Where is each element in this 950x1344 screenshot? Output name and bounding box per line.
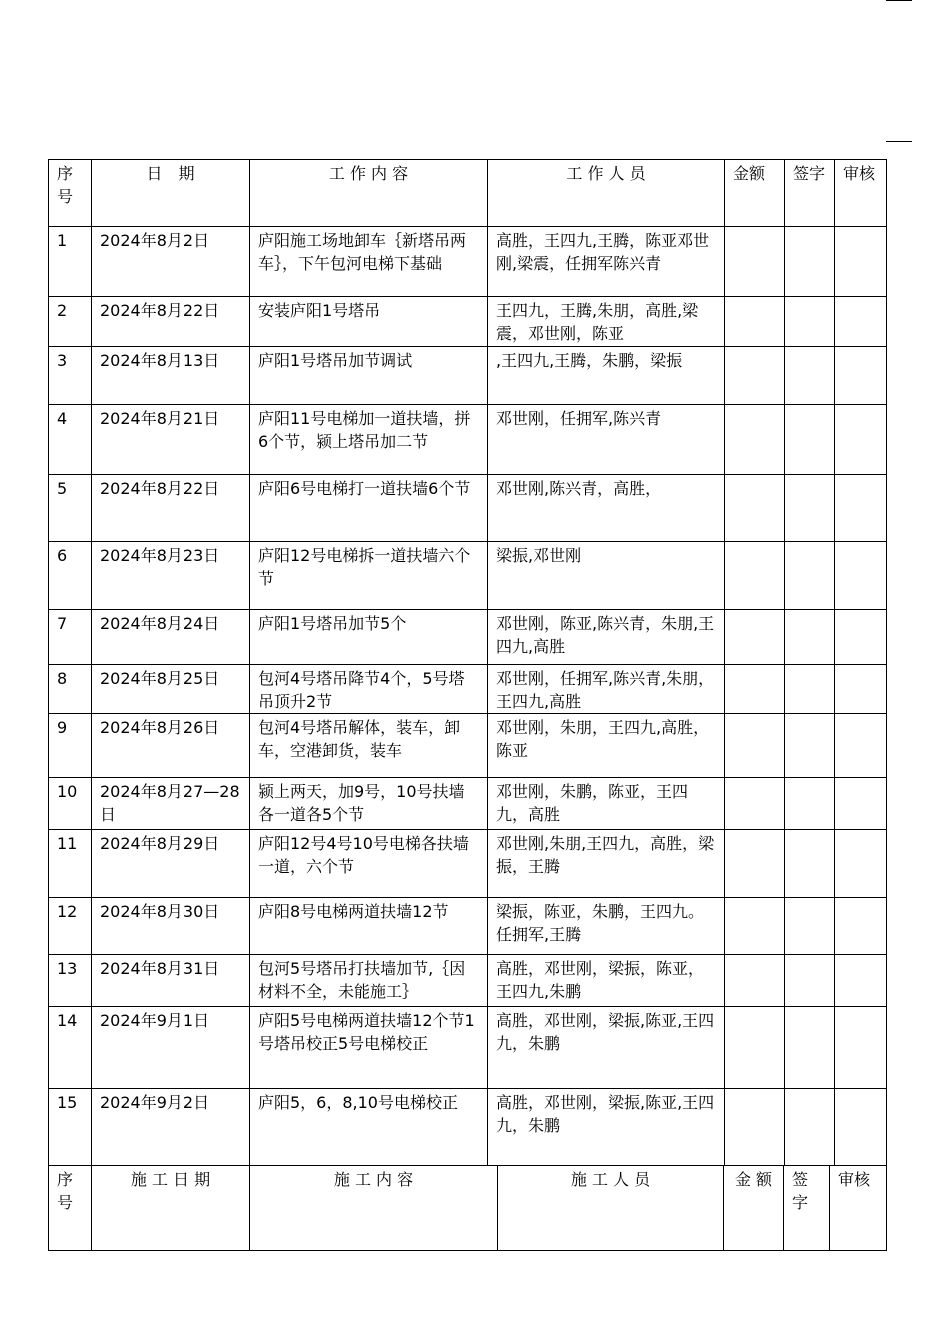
row-no: 1 bbox=[49, 227, 92, 297]
row-staff: 邓世刚,陈兴青，高胜， bbox=[488, 475, 725, 542]
top-right-rule-2 bbox=[886, 141, 912, 142]
header-sign: 签字 bbox=[785, 160, 835, 227]
row-review bbox=[835, 665, 887, 714]
row-date: 2024年8月27—28日 bbox=[92, 778, 250, 830]
table-row bbox=[49, 405, 887, 475]
row-sign bbox=[785, 1007, 835, 1089]
row-staff: 邓世刚，朱朋，王四九,高胜，陈亚 bbox=[488, 714, 725, 778]
row-no: 11 bbox=[49, 830, 92, 898]
row-date: 2024年8月22日 bbox=[92, 297, 250, 347]
row-no: 14 bbox=[49, 1007, 92, 1089]
row-sign bbox=[785, 542, 835, 610]
row-sign bbox=[785, 778, 835, 830]
table-header-row bbox=[49, 1166, 887, 1251]
header-content: 工 作 内 容 bbox=[250, 160, 488, 227]
header-no: 序号 bbox=[49, 1166, 92, 1251]
row-review bbox=[835, 714, 887, 778]
row-no: 12 bbox=[49, 898, 92, 955]
row-sign bbox=[785, 714, 835, 778]
row-staff: 高胜，邓世刚，梁振,陈亚,王四九，朱鹏 bbox=[488, 1089, 725, 1166]
table-row bbox=[49, 227, 887, 297]
row-sign bbox=[785, 955, 835, 1007]
row-amount bbox=[725, 778, 785, 830]
row-staff: 高胜，王四九,王腾，陈亚邓世刚,梁震，任拥军陈兴青 bbox=[488, 227, 725, 297]
row-amount bbox=[725, 610, 785, 665]
header-review: 审核 bbox=[835, 160, 887, 227]
row-content: 庐阳8号电梯两道扶墙12节 bbox=[250, 898, 488, 955]
row-content: 庐阳5号电梯两道扶墙12个节1号塔吊校正5号电梯校正 bbox=[250, 1007, 488, 1089]
header-staff: 工 作 人 员 bbox=[488, 160, 725, 227]
row-date: 2024年8月31日 bbox=[92, 955, 250, 1007]
construction-table-header bbox=[48, 1165, 887, 1251]
row-content: 庐阳11号电梯加一道扶墙，拼6个节，颍上塔吊加二节 bbox=[250, 405, 488, 475]
row-sign bbox=[785, 898, 835, 955]
row-review bbox=[835, 542, 887, 610]
table-row bbox=[49, 1007, 887, 1089]
row-staff: 梁振，陈亚，朱鹏，王四九。任拥军,王腾 bbox=[488, 898, 725, 955]
row-date: 2024年8月21日 bbox=[92, 405, 250, 475]
header-no: 序号 bbox=[49, 160, 92, 227]
row-no: 10 bbox=[49, 778, 92, 830]
row-amount bbox=[725, 1089, 785, 1166]
row-staff: 邓世刚，朱鹏，陈亚，王四九，高胜 bbox=[488, 778, 725, 830]
row-content: 庐阳5，6，8,10号电梯校正 bbox=[250, 1089, 488, 1166]
row-review bbox=[835, 955, 887, 1007]
row-sign bbox=[785, 1089, 835, 1166]
row-date: 2024年8月25日 bbox=[92, 665, 250, 714]
row-staff: 邓世刚，陈亚,陈兴青，朱朋,王四九,高胜 bbox=[488, 610, 725, 665]
row-no: 5 bbox=[49, 475, 92, 542]
row-staff: 高胜，邓世刚，梁振，陈亚，王四九,朱鹏 bbox=[488, 955, 725, 1007]
header-staff: 施 工 人 员 bbox=[498, 1166, 724, 1251]
row-date: 2024年9月1日 bbox=[92, 1007, 250, 1089]
row-review bbox=[835, 898, 887, 955]
row-amount bbox=[725, 665, 785, 714]
row-staff: 梁振,邓世刚 bbox=[488, 542, 725, 610]
row-review bbox=[835, 347, 887, 405]
row-sign bbox=[785, 347, 835, 405]
row-no: 9 bbox=[49, 714, 92, 778]
work-log-table bbox=[48, 159, 887, 1166]
row-date: 2024年8月26日 bbox=[92, 714, 250, 778]
row-amount bbox=[725, 542, 785, 610]
row-amount bbox=[725, 227, 785, 297]
row-no: 2 bbox=[49, 297, 92, 347]
row-staff: 王四九，王腾,朱朋，高胜,梁震，邓世刚，陈亚 bbox=[488, 297, 725, 347]
row-content: 包河4号塔吊降节4个，5号塔吊顶升2节 bbox=[250, 665, 488, 714]
row-content: 庐阳12号电梯拆一道扶墙六个节 bbox=[250, 542, 488, 610]
row-no: 15 bbox=[49, 1089, 92, 1166]
row-content: 包河4号塔吊解体，装车，卸车，空港卸货，装车 bbox=[250, 714, 488, 778]
row-review bbox=[835, 830, 887, 898]
row-amount bbox=[725, 955, 785, 1007]
row-content: 安装庐阳1号塔吊 bbox=[250, 297, 488, 347]
row-staff: 邓世刚，任拥军,陈兴青,朱朋，王四九,高胜 bbox=[488, 665, 725, 714]
row-date: 2024年8月22日 bbox=[92, 475, 250, 542]
row-amount bbox=[725, 830, 785, 898]
row-staff: 高胜，邓世刚，梁振,陈亚,王四九，朱鹏 bbox=[488, 1007, 725, 1089]
row-date: 2024年9月2日 bbox=[92, 1089, 250, 1166]
row-no: 3 bbox=[49, 347, 92, 405]
table-row bbox=[49, 778, 887, 830]
header-content: 施 工 内 容 bbox=[250, 1166, 498, 1251]
row-amount bbox=[725, 297, 785, 347]
row-content: 颍上两天，加9号，10号扶墙各一道各5个节 bbox=[250, 778, 488, 830]
row-content: 庐阳6号电梯打一道扶墙6个节 bbox=[250, 475, 488, 542]
row-date: 2024年8月2日 bbox=[92, 227, 250, 297]
row-content: 包河5号塔吊打扶墙加节,｛因材料不全，未能施工｝ bbox=[250, 955, 488, 1007]
row-date: 2024年8月30日 bbox=[92, 898, 250, 955]
row-date: 2024年8月23日 bbox=[92, 542, 250, 610]
table-row bbox=[49, 665, 887, 714]
row-amount bbox=[725, 347, 785, 405]
row-amount bbox=[725, 898, 785, 955]
row-content: 庐阳1号塔吊加节5个 bbox=[250, 610, 488, 665]
row-sign bbox=[785, 665, 835, 714]
table-row bbox=[49, 1089, 887, 1166]
row-no: 8 bbox=[49, 665, 92, 714]
row-review bbox=[835, 1007, 887, 1089]
row-content: 庐阳12号4号10号电梯各扶墙一道，六个节 bbox=[250, 830, 488, 898]
table-row bbox=[49, 898, 887, 955]
table-row bbox=[49, 347, 887, 405]
table-row bbox=[49, 475, 887, 542]
row-content: 庐阳施工场地卸车｛新塔吊两车｝，下午包河电梯下基础 bbox=[250, 227, 488, 297]
row-sign bbox=[785, 405, 835, 475]
top-right-rule bbox=[886, 0, 912, 1]
row-content: 庐阳1号塔吊加节调试 bbox=[250, 347, 488, 405]
row-sign bbox=[785, 227, 835, 297]
row-review bbox=[835, 297, 887, 347]
row-amount bbox=[725, 714, 785, 778]
row-staff: ,王四九,王腾，朱鹏，梁振 bbox=[488, 347, 725, 405]
header-date: 施 工 日 期 bbox=[92, 1166, 250, 1251]
row-date: 2024年8月13日 bbox=[92, 347, 250, 405]
header-amount: 金 额 bbox=[724, 1166, 784, 1251]
row-amount bbox=[725, 405, 785, 475]
row-staff: 邓世刚,朱朋,王四九，高胜，梁振，王腾 bbox=[488, 830, 725, 898]
header-date: 日 期 bbox=[92, 160, 250, 227]
row-review bbox=[835, 405, 887, 475]
row-date: 2024年8月29日 bbox=[92, 830, 250, 898]
row-no: 7 bbox=[49, 610, 92, 665]
row-review bbox=[835, 1089, 887, 1166]
row-sign bbox=[785, 475, 835, 542]
row-review bbox=[835, 227, 887, 297]
row-staff: 邓世刚，任拥军,陈兴青 bbox=[488, 405, 725, 475]
row-no: 6 bbox=[49, 542, 92, 610]
header-sign: 签字 bbox=[784, 1166, 830, 1251]
row-date: 2024年8月24日 bbox=[92, 610, 250, 665]
header-review: 审核 bbox=[830, 1166, 887, 1251]
row-sign bbox=[785, 297, 835, 347]
table-row bbox=[49, 297, 887, 347]
row-amount bbox=[725, 1007, 785, 1089]
row-sign bbox=[785, 610, 835, 665]
row-no: 13 bbox=[49, 955, 92, 1007]
row-amount bbox=[725, 475, 785, 542]
table-row bbox=[49, 830, 887, 898]
row-sign bbox=[785, 830, 835, 898]
row-review bbox=[835, 610, 887, 665]
table-row bbox=[49, 610, 887, 665]
table-header-row bbox=[49, 160, 887, 227]
table-row bbox=[49, 955, 887, 1007]
table-row bbox=[49, 714, 887, 778]
row-no: 4 bbox=[49, 405, 92, 475]
header-amount: 金额 bbox=[725, 160, 785, 227]
row-review bbox=[835, 778, 887, 830]
table-row bbox=[49, 542, 887, 610]
row-review bbox=[835, 475, 887, 542]
